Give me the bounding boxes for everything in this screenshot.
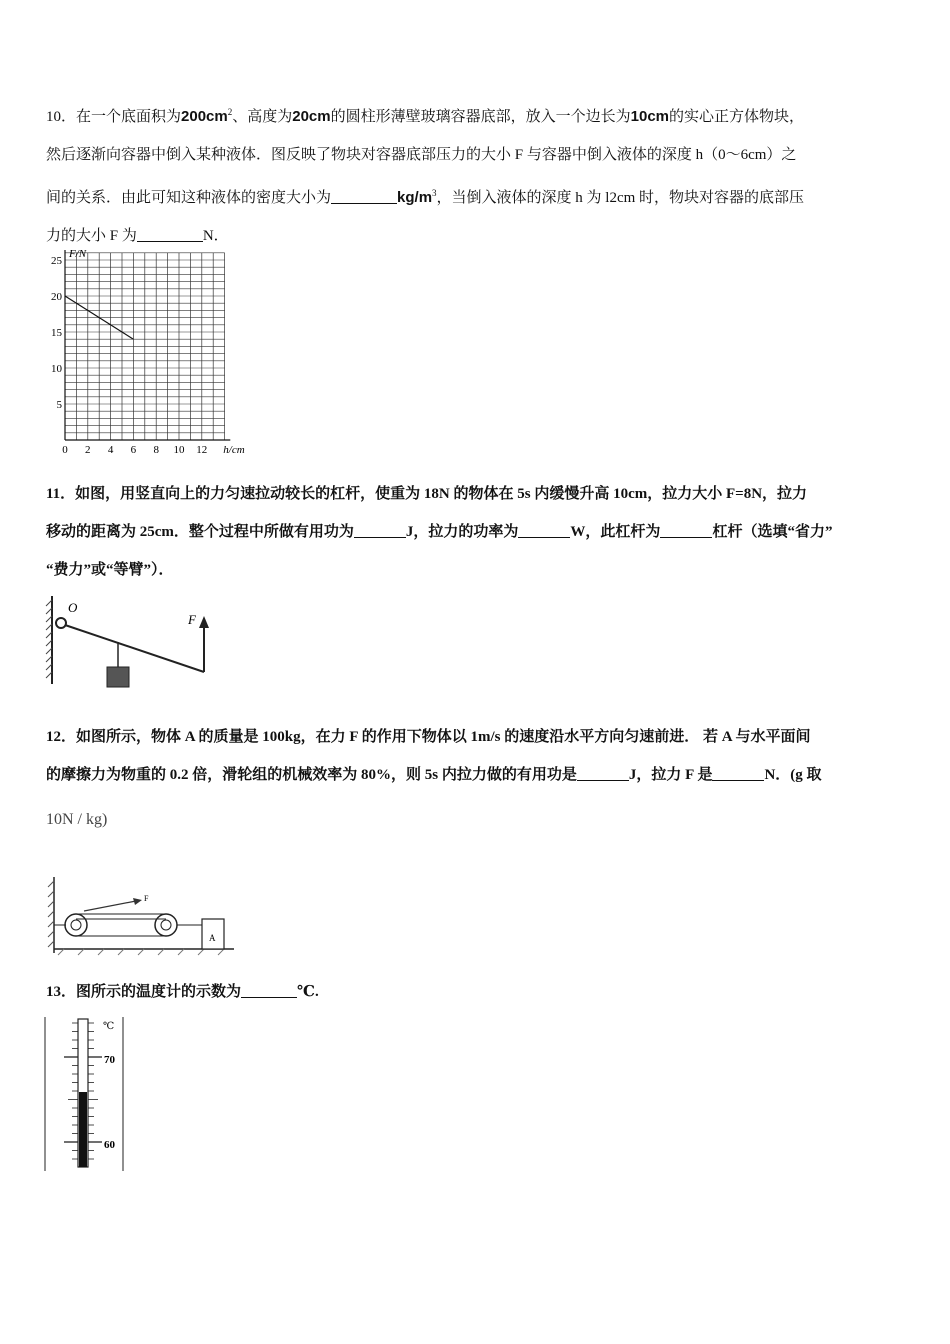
chart-grid <box>65 253 225 440</box>
q11-blank-useful-work[interactable] <box>354 522 406 538</box>
q11-blank-power[interactable] <box>518 522 570 538</box>
q10-line-3: 间的关系．由此可知这种液体的密度大小为 $kg/m^3$，当倒入液体的深度 h 为 l2cm 时，物块对容器的底部压 <box>46 188 805 206</box>
q13-line-1: 13．图所示的温度计的示数为 ℃. <box>46 984 319 1000</box>
ground-hatching <box>58 949 224 955</box>
block-a-label: A <box>209 933 216 943</box>
q12-blank-force[interactable] <box>712 765 764 781</box>
y-tick-label: 10 <box>51 363 62 375</box>
force-label: F <box>188 612 196 627</box>
x-tick-label: 2 <box>85 444 91 455</box>
moving-pulley-icon <box>155 914 177 936</box>
weight-block <box>107 667 129 687</box>
q10-line-1: 10．在一个底面积为$200cm^2$、高度为20cm的圆柱形薄壁玻璃容器底部，放入一个边长为10cm的实心正方体物块， <box>46 107 805 125</box>
y-tick-label: 5 <box>56 399 62 411</box>
question-11 <box>46 475 906 589</box>
q10-blank-density[interactable] <box>331 188 397 204</box>
question-13 <box>46 973 906 1011</box>
q10-line-4: 力的大小 F 为 N． <box>46 228 229 244</box>
q13-thermometer-figure <box>42 1015 127 1175</box>
chart-tick-labels <box>51 255 207 455</box>
question-12 <box>46 718 906 794</box>
thermometer-liquid <box>79 1092 87 1167</box>
q12-line-1: 12．如图所示，物体 A 的质量是 100kg，在力 F 的作用下物体以 1m/s 的速度沿水平方向匀速前进． 若 A 与水平面间 <box>46 729 811 745</box>
q11-lever-figure <box>44 592 219 692</box>
x-tick-label: 4 <box>107 444 114 455</box>
q12-blank-useful-work[interactable] <box>577 765 629 781</box>
q10-blank-force[interactable] <box>137 226 203 242</box>
q13-blank-temperature[interactable] <box>241 982 297 998</box>
q12-line-3: 10N / kg) <box>46 811 108 828</box>
question-10 <box>46 93 906 255</box>
unit-label: ℃ <box>103 1021 115 1032</box>
pivot-label: O <box>68 600 78 615</box>
lever-bar <box>65 625 204 672</box>
force-arrow-line <box>84 901 136 911</box>
force-label: F <box>144 894 149 903</box>
moving-pulley-axle <box>161 920 171 930</box>
scale-label-60: 60 <box>104 1139 115 1151</box>
q11-blank-lever-type[interactable] <box>660 522 712 538</box>
q12-pulley-figure <box>44 873 239 958</box>
fixed-pulley-axle <box>71 920 81 930</box>
y-tick-label: 25 <box>51 255 62 267</box>
force-arrow-icon <box>199 616 209 628</box>
chart-axes <box>65 250 245 455</box>
y-axis-label: F/N <box>69 250 87 260</box>
q11-line-1: 11．如图，用竖直向上的力匀速拉动较长的杠杆，使重为 18N 的物体在 5s 内缓慢升高 10cm，拉力大小 F=8N，拉力 <box>46 486 808 502</box>
scale-label-70: 70 <box>104 1054 115 1066</box>
x-tick-label: 8 <box>153 444 159 455</box>
q11-line-2: 移动的距离为 25cm．整个过程中所做有用功为 J，拉力的功率为 W，此杠杆为 杠杆（选填“省力” <box>46 524 833 540</box>
fixed-pulley-icon <box>65 914 87 936</box>
x-axis-label: h/cm <box>223 444 245 455</box>
y-tick-label: 15 <box>51 327 62 339</box>
x-tick-label: 0 <box>62 444 68 455</box>
x-tick-label: 6 <box>130 444 137 455</box>
q10-line-2: 然后逐渐向容器中倒入某种液体．图反映了物块对容器底部压力的大小 F 与容器中倒入液体的深度 h（0～6cm）之 <box>46 147 797 163</box>
y-tick-label: 20 <box>51 291 62 303</box>
x-tick-label: 10 <box>173 444 185 455</box>
pivot-icon <box>56 618 66 628</box>
q11-line-3: “费力”或“等臂”）． <box>46 562 174 578</box>
x-tick-label: 12 <box>196 444 208 455</box>
wall-hatching <box>48 881 54 947</box>
q10-force-depth-chart <box>40 250 280 455</box>
q12-line-2: 的摩擦力为物重的 0.2 倍，滑轮组的机械效率为 80%，则 5s 内拉力做的有用功是 J，拉力 F 是 N．(g 取 <box>46 767 822 783</box>
force-arrow-icon <box>133 898 142 905</box>
